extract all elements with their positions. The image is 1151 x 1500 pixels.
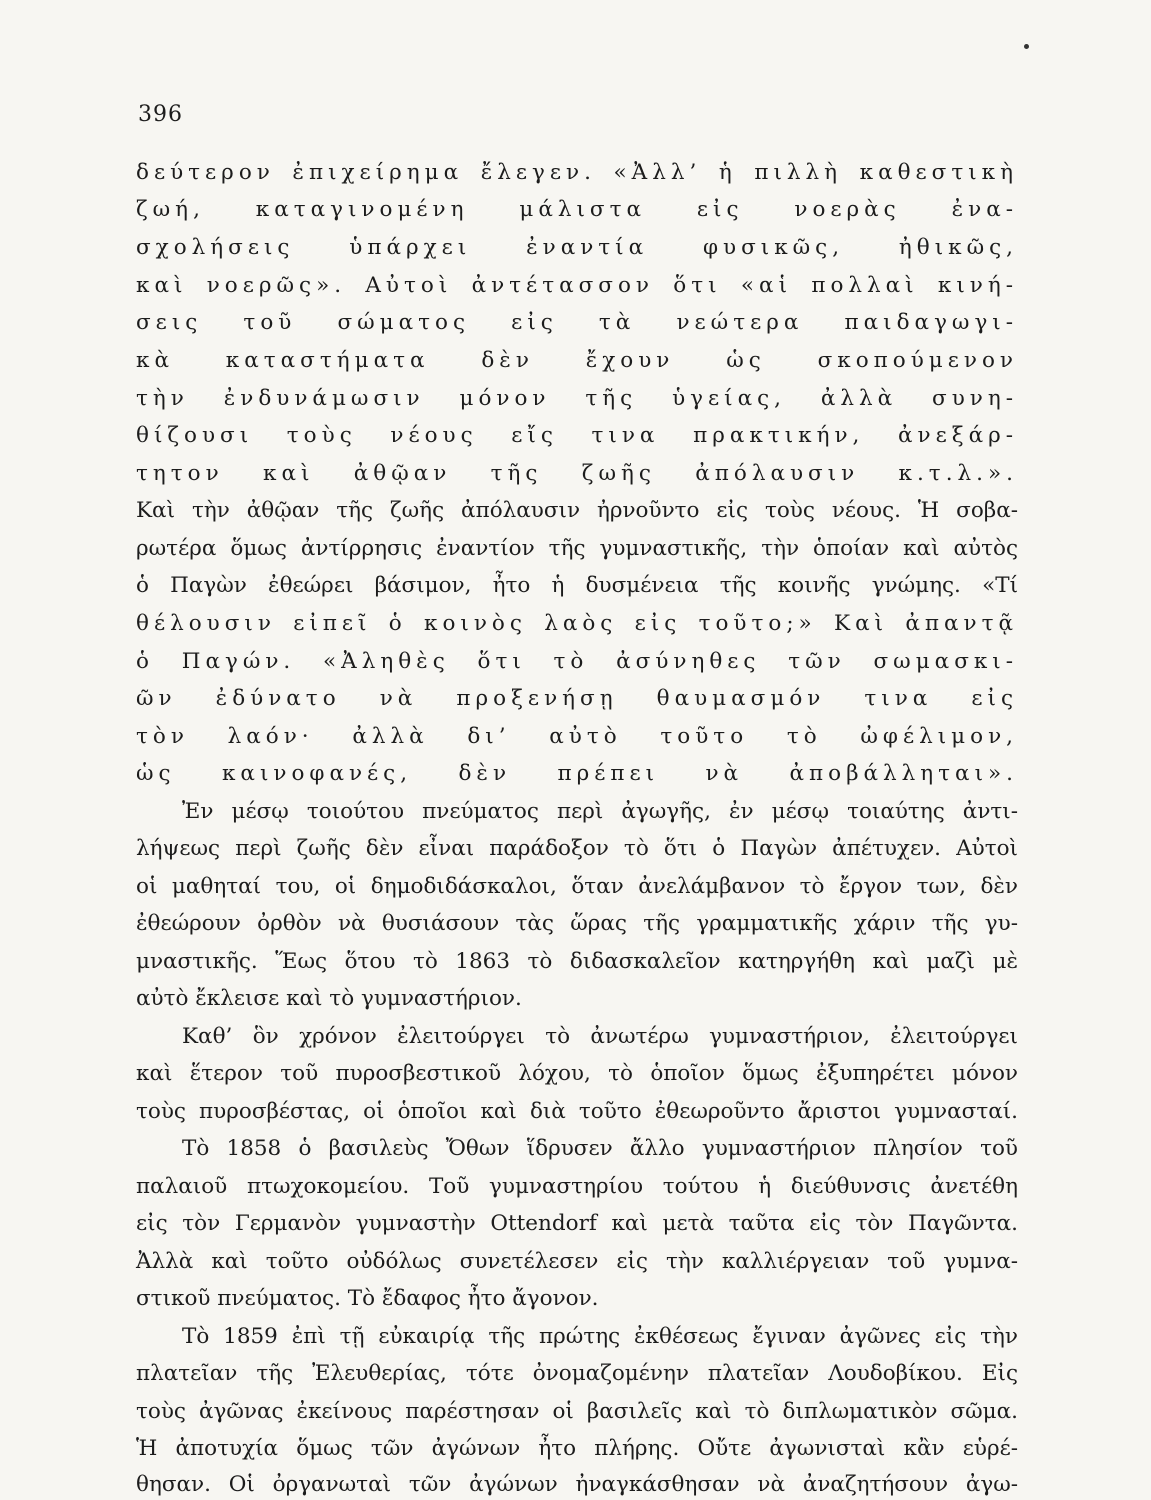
- text-line: Ἐν μέσῳ τοιούτου πνεύματος περὶ ἀγωγῆς, ἐν μέσῳ τοιαύτης ἀντι-: [182, 799, 1018, 824]
- text-line: ὁ Παγών. «Ἀληθὲς ὅτι τὸ ἀσύνηθες τῶν σωμασκι-: [136, 649, 1018, 674]
- text-line: πλατεῖαν τῆς Ἐλευθερίας, τότε ὀνομαζομένην πλατεῖαν Λουδοβίκου. Εἰς: [136, 1361, 1018, 1386]
- text-line: Καθ’ ὃν χρόνον ἐλειτούργει τὸ ἀνωτέρω γυμναστήριον, ἐλειτούργει: [182, 1024, 1018, 1049]
- text-line: εἰς τὸν Γερμανὸν γυμναστὴν Ottendorf καὶ μετὰ ταῦτα εἰς τὸν Παγῶντα.: [136, 1211, 1018, 1236]
- text-line: ῶν ἐδύνατο νὰ προξενήσῃ θαυμασμόν τινα εἰς: [136, 686, 1018, 711]
- ink-speck: [1024, 44, 1029, 49]
- text-line: Ἀλλὰ καὶ τοῦτο οὐδόλως συνετέλεσεν εἰς τὴν καλλιέργειαν τοῦ γυμνα-: [136, 1249, 1018, 1274]
- text-line: Τὸ 1859 ἐπὶ τῇ εὐκαιρίᾳ τῆς πρώτης ἐκθέσεως ἔγιναν ἀγῶνες εἰς τὴν: [182, 1324, 1018, 1349]
- text-line: τὴν ἐνδυνάμωσιν μόνον τῆς ὑγείας, ἀλλὰ συνη-: [136, 386, 1018, 411]
- text-line: ζωή, καταγινομένη μάλιστα εἰς νοερὰς ἐνα-: [136, 197, 1018, 222]
- text-line: θησαν. Οἱ ὀργανωταὶ τῶν ἀγώνων ἠναγκάσθησαν νὰ ἀναζητήσουν ἀγω-: [136, 1472, 1018, 1497]
- text-line: θίζουσι τοὺς νέους εἴς τινα πρακτικήν, ἀνεξάρ-: [136, 423, 1018, 448]
- text-line: Ἡ ἀποτυχία ὅμως τῶν ἀγώνων ἦτο πλήρης. Οὔτε ἀγωνισταὶ κἂν εὑρέ-: [136, 1436, 1018, 1461]
- text-line: ρωτέρα ὅμως ἀντίρρησις ἐναντίον τῆς γυμναστικῆς, τὴν ὁποίαν καὶ αὐτὸς: [136, 536, 1018, 561]
- text-line: καὶ νοερῶς». Αὐτοὶ ἀντέτασσον ὅτι «αἱ πολλαὶ κινή-: [136, 273, 1018, 298]
- text-line: καὶ ἕτερον τοῦ πυροσβεστικοῦ λόχου, τὸ ὁποῖον ὅμως ἐξυπηρέτει μόνον: [136, 1061, 1018, 1086]
- text-line: λήψεως περὶ ζωῆς δὲν εἶναι παράδοξον τὸ ὅτι ὁ Παγὼν ἀπέτυχεν. Αὐτοὶ: [136, 836, 1018, 861]
- text-line: οἱ μαθηταί του, οἱ δημοδιδάσκαλοι, ὅταν ἀνελάμβανον τὸ ἔργον των, δὲν: [136, 874, 1018, 899]
- text-line: μναστικῆς. Ἕως ὅτου τὸ 1863 τὸ διδασκαλεῖον κατηργήθη καὶ μαζὶ μὲ: [136, 949, 1018, 974]
- text-line: Τὸ 1858 ὁ βασιλεὺς Ὄθων ἵδρυσεν ἄλλο γυμναστήριον πλησίον τοῦ: [182, 1136, 1018, 1161]
- text-line: θέλουσιν εἰπεῖ ὁ κοινὸς λαὸς εἰς τοῦτο;» Καὶ ἀπαντᾷ: [136, 611, 1018, 636]
- text-line: σχολήσεις ὑπάρχει ἐναντία φυσικῶς, ἠθικῶς,: [136, 235, 1018, 260]
- text-line: δεύτερον ἐπιχείρημα ἔλεγεν. «Ἀλλ’ ἡ πιλλὴ καθεστικὴ: [136, 160, 1018, 185]
- text-line: τοὺς πυροσβέστας, οἱ ὁποῖοι καὶ διὰ τοῦτο ἐθεωροῦντο ἄριστοι γυμνασταί.: [136, 1099, 1018, 1124]
- text-line: αὐτὸ ἔκλεισε καὶ τὸ γυμναστήριον.: [136, 986, 522, 1011]
- text-line: ὡς καινοφανές, δὲν πρέπει νὰ ἀποβάλληται».: [136, 761, 1018, 786]
- text-line: Καὶ τὴν ἀθῷαν τῆς ζωῆς ἀπόλαυσιν ἠρνοῦντο εἰς τοὺς νέους. Ἡ σοβα-: [136, 498, 1018, 523]
- text-line: τοὺς ἀγῶνας ἐκείνους παρέστησαν οἱ βασιλεῖς καὶ τὸ διπλωματικὸν σῶμα.: [136, 1399, 1018, 1424]
- text-line: τητον καὶ ἀθῷαν τῆς ζωῆς ἀπόλαυσιν κ.τ.λ.».: [136, 461, 1018, 486]
- text-line: ὁ Παγὼν ἐθεώρει βάσιμον, ἦτο ἡ δυσμένεια τῆς κοινῆς γνώμης. «Τί: [136, 573, 1018, 598]
- text-line: κὰ καταστήματα δὲν ἔχουν ὡς σκοπούμενον: [136, 348, 1018, 373]
- text-line: σεις τοῦ σώματος εἰς τὰ νεώτερα παιδαγωγι-: [136, 310, 1018, 335]
- text-line: ἐθεώρουν ὀρθὸν νὰ θυσιάσουν τὰς ὥρας τῆς γραμματικῆς χάριν τῆς γυ-: [136, 911, 1018, 936]
- text-line: τὸν λαόν· ἀλλὰ δι’ αὐτὸ τοῦτο τὸ ὠφέλιμον,: [136, 724, 1018, 749]
- text-line: παλαιοῦ πτωχοκομείου. Τοῦ γυμναστηρίου τούτου ἡ διεύθυνσις ἀνετέθη: [136, 1174, 1018, 1199]
- page-number: 396: [138, 102, 183, 127]
- text-line: στικοῦ πνεύματος. Τὸ ἔδαφος ἦτο ἄγονον.: [136, 1286, 599, 1311]
